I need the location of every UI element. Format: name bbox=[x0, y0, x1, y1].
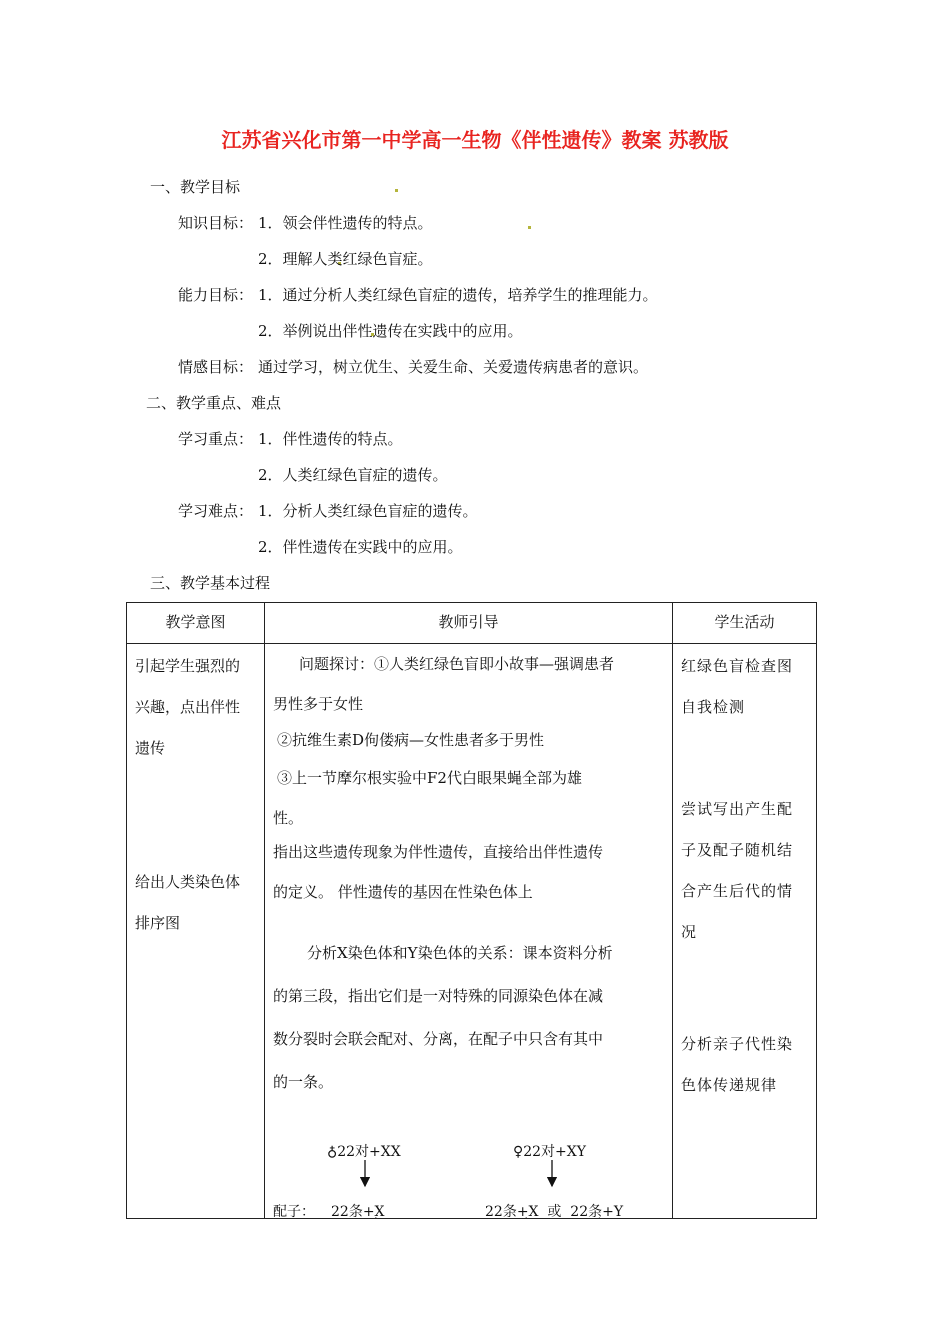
focus-item-2: 2．人类红绿色盲症的遗传。 bbox=[258, 466, 448, 484]
difficulty-item-1: 1．分析人类红绿色盲症的遗传。 bbox=[258, 502, 478, 520]
gamete-right: 22条+X 或 22条+Y bbox=[485, 1204, 624, 1220]
activity-line: 合产生后代的情 bbox=[681, 882, 794, 900]
section-heading-3: 三、教学基本过程 bbox=[150, 574, 271, 592]
activity-line: 子及配子随机结 bbox=[681, 841, 794, 859]
activity-line: 分析亲子代性染 bbox=[681, 1035, 794, 1053]
teacher-guide-cell bbox=[265, 644, 673, 1219]
difficulty-label: 学习难点： bbox=[178, 502, 254, 520]
header-intent: 教学意图 bbox=[127, 603, 265, 644]
section-heading-2: 二、教学重点、难点 bbox=[146, 394, 282, 412]
left-parent-label: ♁22对+XX bbox=[327, 1144, 401, 1160]
ability-item-1: 1．通过分析人类红绿色盲症的遗传，培养学生的推理能力。 bbox=[258, 286, 658, 304]
focus-label: 学习重点： bbox=[178, 430, 254, 448]
guide-line: 性。 bbox=[273, 809, 304, 827]
guide-line: ②抗维生素D佝偻病—女性患者多于男性 bbox=[277, 731, 545, 749]
knowledge-item-2: 2．理解人类红绿色盲症。 bbox=[258, 250, 433, 268]
table-header-row bbox=[127, 603, 817, 644]
guide-line: 指出这些遗传现象为伴性遗传，直接给出伴性遗传 bbox=[273, 843, 604, 861]
emotion-label: 情感目标： bbox=[178, 358, 254, 376]
activity-line: 况 bbox=[681, 923, 698, 941]
knowledge-label: 知识目标： bbox=[178, 214, 254, 232]
page-title: 江苏省兴化市第一中学高一生物《伴性遗传》教案 苏教版 bbox=[221, 128, 729, 152]
emotion-item-1: 通过学习，树立优生、关爱生命、关爱遗传病患者的意识。 bbox=[258, 358, 649, 376]
cross-diagram bbox=[265, 644, 673, 1218]
ability-label: 能力目标： bbox=[178, 286, 254, 304]
gamete-label: 配子： bbox=[273, 1204, 315, 1220]
right-parent-label: ♀22对+XY bbox=[513, 1144, 586, 1160]
table-row bbox=[127, 644, 817, 1219]
header-teacher-guide: 教师引导 bbox=[265, 603, 673, 644]
gamete-left: 22条+X bbox=[331, 1204, 385, 1220]
stray-mark bbox=[528, 226, 531, 229]
guide-line: 问题探讨：①人类红绿色盲即小故事—强调患者 bbox=[299, 655, 615, 673]
guide-line: 男性多于女性 bbox=[273, 695, 364, 713]
teaching-process-table bbox=[126, 602, 817, 1219]
knowledge-item-1: 1．领会伴性遗传的特点。 bbox=[258, 214, 433, 232]
ability-item-2: 2．举例说出伴性遗传在实践中的应用。 bbox=[258, 322, 523, 340]
intent-line: 引起学生强烈的 bbox=[135, 657, 241, 675]
header-student-activity: 学生活动 bbox=[673, 603, 817, 644]
stray-mark bbox=[395, 189, 398, 192]
activity-line: 尝试写出产生配 bbox=[681, 800, 794, 818]
guide-line: 的一条。 bbox=[273, 1073, 334, 1091]
activity-line: 色体传递规律 bbox=[681, 1076, 778, 1094]
intent-line: 给出人类染色体 bbox=[135, 873, 241, 891]
guide-line: ③上一节摩尔根实验中F2代白眼果蝇全部为雄 bbox=[277, 769, 582, 787]
intent-line: 排序图 bbox=[135, 914, 181, 932]
section-heading-1: 一、教学目标 bbox=[150, 178, 241, 196]
intent-line: 兴趣，点出伴性 bbox=[135, 698, 241, 716]
guide-line: 的第三段，指出它们是一对特殊的同源染色体在减 bbox=[273, 987, 604, 1005]
intent-line: 遗传 bbox=[135, 739, 166, 757]
intent-cell bbox=[127, 644, 265, 1219]
student-activity-cell bbox=[673, 644, 817, 1219]
guide-line: 数分裂时会联会配对、分离，在配子中只含有其中 bbox=[273, 1030, 604, 1048]
difficulty-item-2: 2．伴性遗传在实践中的应用。 bbox=[258, 538, 463, 556]
guide-line: 的定义。 伴性遗传的基因在性染色体上 bbox=[273, 883, 533, 901]
guide-line: 分析X染色体和Y染色体的关系：课本资料分析 bbox=[307, 944, 613, 962]
focus-item-1: 1．伴性遗传的特点。 bbox=[258, 430, 403, 448]
activity-line: 自我检测 bbox=[681, 698, 746, 716]
activity-line: 红绿色盲检查图 bbox=[681, 657, 794, 675]
